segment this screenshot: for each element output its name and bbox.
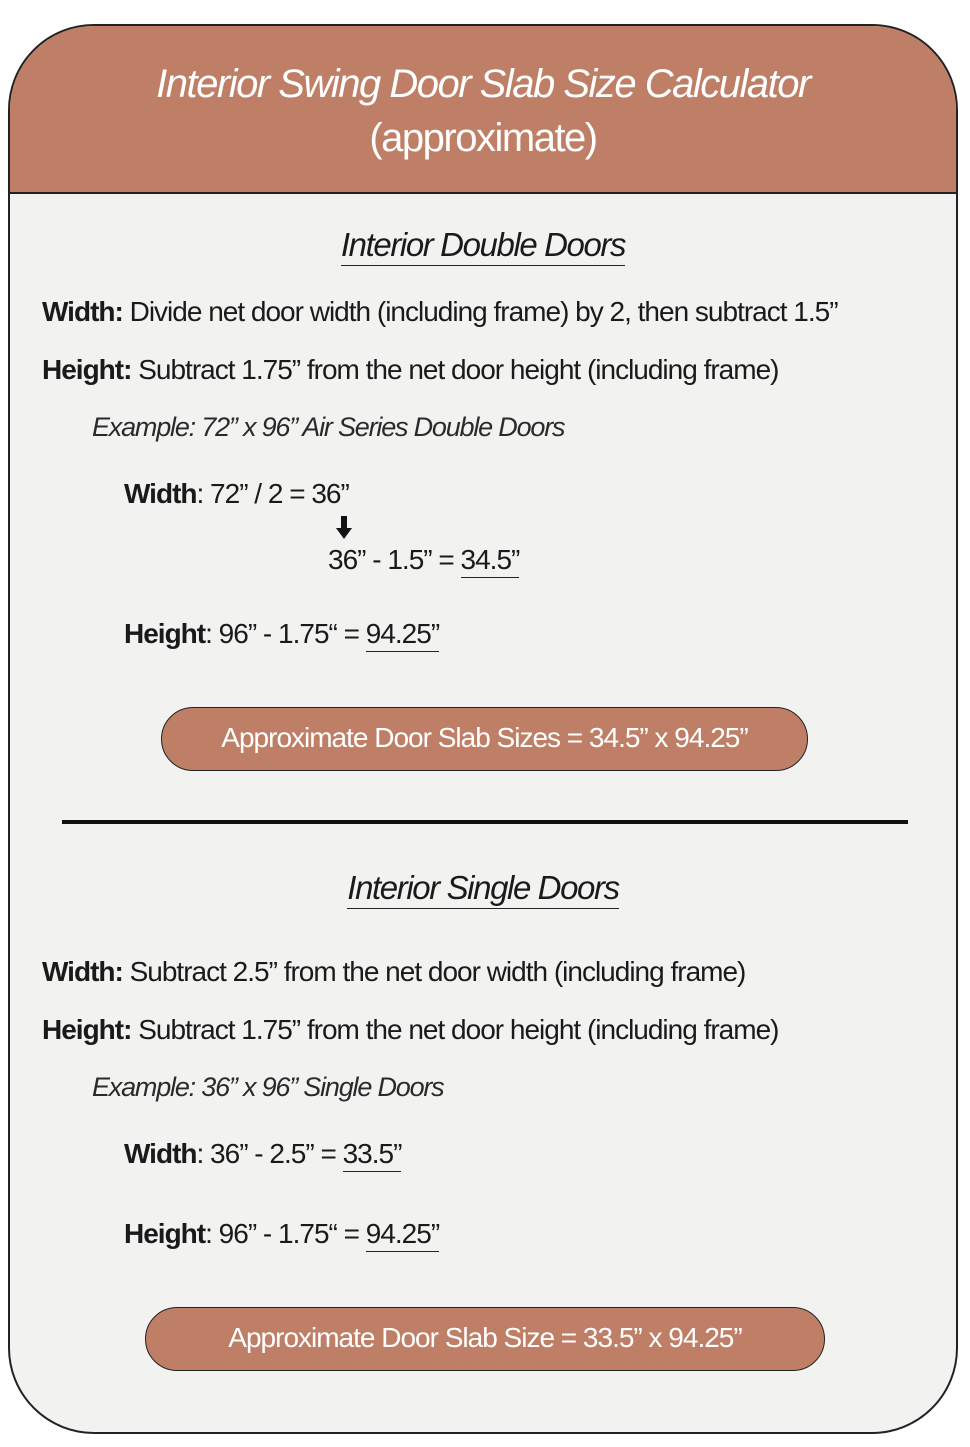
single-width-text: Subtract 2.5” from the net door width (including frame) — [129, 956, 746, 987]
single-height-rule — [42, 1014, 778, 1046]
double-calc-width-expr: : 72” / 2 = 36” — [196, 478, 349, 509]
single-calc-height-result: 94.25” — [366, 1218, 439, 1252]
double-result-badge — [161, 707, 808, 771]
single-width-label: Width: — [42, 956, 123, 987]
double-width-rule — [42, 296, 838, 328]
double-height-label: Height: — [42, 354, 132, 385]
down-arrow-icon — [336, 516, 352, 545]
double-calc-width-step2-expr: 36” - 1.5” = — [328, 544, 461, 575]
double-doors-title: Interior Double Doors — [341, 226, 625, 266]
single-height-label: Height: — [42, 1014, 132, 1045]
single-height-text: Subtract 1.75” from the net door height (including frame) — [138, 1014, 779, 1045]
page-title: Interior Swing Door Slab Size Calculator — [156, 62, 810, 106]
single-calc-height — [124, 1218, 439, 1250]
single-width-rule — [42, 956, 745, 988]
single-calc-width-label: Width — [124, 1138, 197, 1169]
double-result-text: Approximate Door Slab Sizes = 34.5” x 94.25” — [221, 722, 748, 753]
single-doors-title: Interior Single Doors — [347, 869, 618, 909]
page-subtitle: (approximate) — [369, 116, 597, 160]
double-calc-width-result: 34.5” — [461, 544, 520, 578]
single-calc-height-label: Height — [124, 1218, 206, 1249]
single-calc-width — [124, 1138, 401, 1170]
section-divider — [62, 820, 908, 824]
double-calc-width — [124, 478, 349, 510]
double-height-text: Subtract 1.75” from the net door height (including frame) — [138, 354, 779, 385]
single-calc-width-result: 33.5” — [343, 1138, 402, 1172]
double-width-label: Width: — [42, 296, 123, 327]
single-example: Example: 36” x 96” Single Doors — [92, 1072, 444, 1102]
calculator-card — [8, 24, 958, 1434]
card-header — [10, 26, 956, 194]
double-calc-height-label: Height — [124, 618, 206, 649]
double-calc-width-label: Width — [124, 478, 197, 509]
double-example: Example: 72” x 96” Air Series Double Doors — [92, 412, 565, 442]
double-doors-heading — [10, 226, 956, 264]
double-calc-width-step2 — [328, 544, 519, 576]
double-width-text: Divide net door width (including frame) by 2, then subtract 1.5” — [129, 296, 838, 327]
double-height-rule — [42, 354, 778, 386]
single-calc-height-expr: : 96” - 1.75“ = — [205, 1218, 366, 1249]
single-result-text: Approximate Door Slab Size = 33.5” x 94.25” — [228, 1322, 742, 1353]
single-result-badge — [145, 1307, 825, 1371]
double-calc-height-expr: : 96” - 1.75“ = — [205, 618, 366, 649]
single-calc-width-expr: : 36” - 2.5” = — [196, 1138, 343, 1169]
double-calc-height-result: 94.25” — [366, 618, 439, 652]
single-doors-heading — [10, 869, 956, 907]
double-calc-height — [124, 618, 439, 650]
